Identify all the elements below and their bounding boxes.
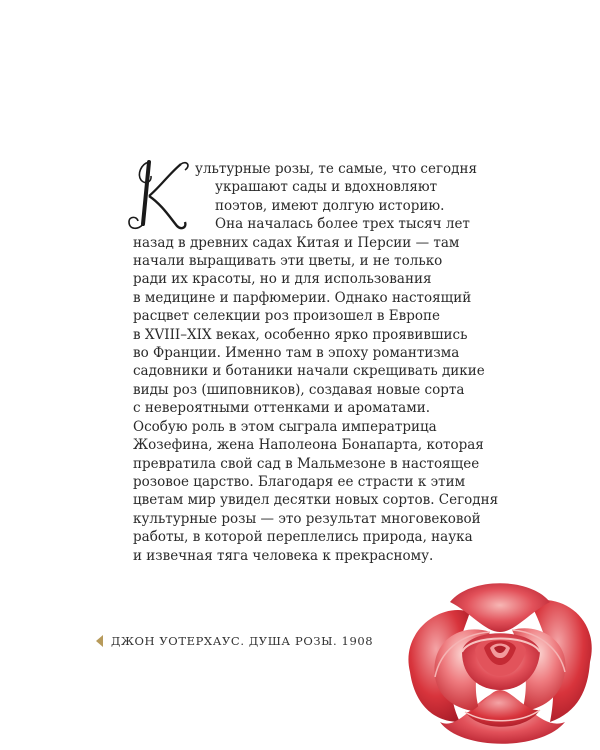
text-line: садовники и ботаники начали скрещивать дикие: [133, 363, 485, 380]
text-line: превратила свой сад в Мальмезоне в настоящее: [133, 455, 480, 472]
text-line: ультурные розы, те самые, что сегодня: [195, 161, 477, 177]
text-line: назад в древних садах Китая и Персии — там: [133, 234, 460, 251]
text-line: ради их красоты, но и для использования: [133, 271, 432, 288]
drop-cap-flourish-icon: [119, 154, 199, 234]
text-line: Жозефина, жена Наполеона Бонапарта, которая: [133, 437, 484, 454]
text-line: украшают сады и вдохновляют: [215, 179, 438, 196]
text-line: расцвет селекции роз произошел в Европе: [133, 308, 440, 325]
text-line: и извечная тяга человека к прекрасному.: [133, 547, 434, 564]
image-caption: [96, 634, 373, 648]
text-line: цветам мир увидел десятки новых сортов. Сегодня: [133, 492, 499, 509]
text-line: в XVIII–XIX веках, особенно ярко проявившись: [133, 326, 468, 343]
drop-cap: [119, 154, 199, 234]
text-line: поэтов, имеют долгую историю.: [215, 197, 445, 214]
text-line: во Франции. Именно там в эпоху романтизма: [133, 345, 460, 362]
triangle-left-icon: [96, 635, 103, 647]
text-line: с невероятными оттенками и ароматами.: [133, 400, 431, 417]
caption-text: ДЖОН УОТЕРХАУС. ДУША РОЗЫ. 1908: [111, 634, 374, 648]
text-line: культурные розы — это результат многовековой: [133, 510, 481, 527]
text-line: начали выращивать эти цветы, и не только: [133, 253, 443, 270]
text-line: розовое царство. Благодаря ее страсти к этим: [133, 473, 466, 490]
text-line: Особую роль в этом сыграла императрица: [133, 418, 437, 435]
text-line: в медицине и парфюмерии. Однако настоящий: [133, 289, 472, 306]
body-paragraph: [133, 160, 499, 565]
text-line: Она началась более трех тысяч лет: [215, 216, 470, 233]
red-rose-icon: [400, 572, 600, 750]
text-line: работы, в которой переплелись природа, наука: [133, 529, 473, 546]
text-line: виды роз (шиповников), создавая новые сорта: [133, 381, 465, 398]
